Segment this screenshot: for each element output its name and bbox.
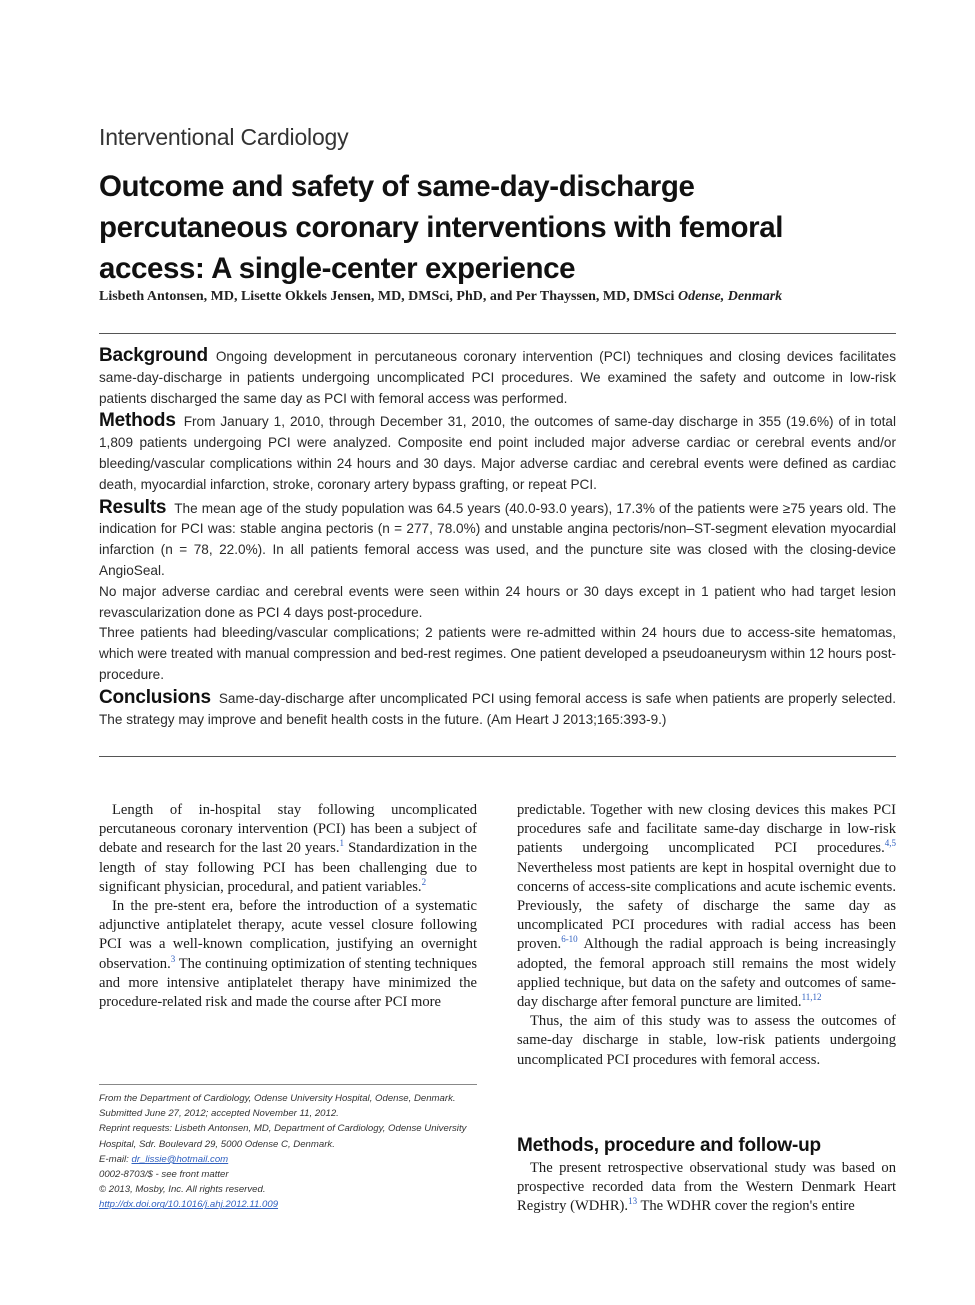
body-column-right	[517, 801, 896, 1070]
body-paragraph: In the pre-stent era, before the introduction of a systematic adjunctive antiplatelet therapy, acute vessel closure following PCI was a well-known complication, justifying an overnight observation.$^3$ The continuing optimization of stenting techniques and more intensive antiplatelet therapy have minimized the procedure-related risk and made the course after PCI more	[99, 898, 477, 1011]
footnote-rule	[99, 1084, 477, 1085]
footnote-copyright: © 2013, Mosby, Inc. All rights reserved.	[99, 1184, 266, 1196]
abstract-results	[99, 498, 896, 582]
footnote-email: E-mail: dr_lissie@hotmail.com	[99, 1153, 229, 1165]
methods-text: From January 1, 2010, through December 31, 2010, the outcomes of same-day discharge in 355 (19.6%) of in total 1,809 patients undergoing PCI were analyzed. Composite end point included major adverse cardiac or cerebral events and/or bleeding/vascular complications within 24 hours and 30 days. Major adverse cardiac and cerebral events were defined as cardiac death, myocardial infarction, stroke, coronary artery bypass grafting, or repeat PCI.	[99, 414, 896, 492]
body-paragraph: Length of in-hospital stay following uncomplicated percutaneous coronary intervention (PCI) has been a subject of debate and research for the last 20 years.$^1$ Standardization in the length of stay following PCI has been challenging due to significant physician, procedural, and patient variables.$^2$	[99, 802, 477, 895]
footnote-reprint: Reprint requests: Lisbeth Antonsen, MD, Department of Cardiology, Odense University	[99, 1123, 467, 1135]
email-link[interactable]: dr_lissie@hotmail.com	[131, 1153, 229, 1165]
citation-ref[interactable]: 3	[170, 953, 176, 964]
citation-ref[interactable]: 13	[628, 1196, 638, 1207]
article-title: Outcome and safety of same-day-discharge percutaneous coronary interventions with femoral access: A single-center experience	[99, 170, 784, 285]
background-heading: Background	[99, 345, 208, 366]
results-text: The mean age of the study population was 64.5 years (40.0-93.0 years), 17.3% of the patients were ≥75 years old. The indication for PCI was: stable angina pectoris (n = 277, 78.0%) and unstable angina pectoris/non–ST-segment elevation myocardial infarction (n = 78, 22.0%). In all patients femoral access was used, and the puncture site was closed with the closing-device AngioSeal.	[99, 500, 896, 578]
methods-heading: Methods	[99, 410, 176, 432]
abstract-top-rule	[99, 333, 896, 334]
footnote-doi	[99, 1197, 477, 1212]
abstract-methods	[99, 411, 896, 495]
footnotes	[99, 1091, 477, 1213]
abstract-bottom-rule	[99, 756, 896, 757]
section-label: Interventional Cardiology	[99, 124, 349, 150]
footnote-affiliation: From the Department of Cardiology, Odense University Hospital, Odense, Denmark.	[99, 1093, 456, 1104]
citation-ref[interactable]: 1	[339, 838, 344, 849]
abstract-background	[99, 346, 896, 409]
citation-ref[interactable]: 6-10	[561, 934, 578, 945]
results-heading: Results	[99, 496, 167, 518]
methods-section-heading: Methods, procedure and follow-up	[517, 1135, 821, 1156]
footnote-issn: 0002-8703/$ - see front matter	[99, 1169, 229, 1181]
body-column-right-methods	[517, 1159, 896, 1217]
author-line	[99, 289, 899, 305]
conclusions-text: Same-day-discharge after uncomplicated PCI using femoral access is safe when patients are properly selected. The strategy may improve and benefit health costs in the future. (Am Heart J 2013;165:393-9.)	[99, 690, 896, 727]
abstract-results-2: No major adverse cardiac and cerebral events were seen within 24 hours or 30 days except in 1 patient who had target lesion revascularization done as PCI 4 days post-procedure.	[99, 583, 896, 620]
body-paragraph: The present retrospective observational study was based on prospective recorded data from the Western Denmark Heart Registry (WDHR).$^{13}$ The WDHR cover the region's entire	[517, 1160, 896, 1215]
abstract-results-3: Three patients had bleeding/vascular complications; 2 patients were re-admitted within 24 hours due to access-site hematomas, which were treated with manual compression and bed-rest regimes. One patient developed a pseudoaneurysm within 12 hours post-procedure.	[99, 625, 896, 682]
body-paragraph: predictable. Together with new closing devices this makes PCI procedures safe and facilitate same-day discharge in low-risk patients undergoing uncomplicated PCI procedures.$^{4,5}$ Nevertheless most patients are kept in hospital overnight due to concerns of access-site complications and acute ischemic events. Previously, the safety of discharge the same day as uncomplicated PCI procedures with radial access has been proven.$^{6-10}$ Although the radial approach is being increasingly adopted, the femoral approach still remains the most widely applied technique, but data on the safety and outcomes of same-day discharge after femoral puncture are limited.$^{11,12}$	[517, 802, 896, 1011]
abstract	[99, 346, 896, 730]
abstract-conclusions	[99, 688, 896, 731]
body-column-left	[99, 801, 477, 1012]
background-text: Ongoing development in percutaneous coronary intervention (PCI) techniques and closing devices facilitates same-day-discharge in patients undergoing uncomplicated PCI procedures. We examined the safety and outcome in low-risk patients discharged the same day as PCI with femoral access was performed.	[99, 349, 896, 406]
footnote-submitted: Submitted June 27, 2012; accepted November 11, 2012.	[99, 1108, 339, 1120]
author-location: Odense, Denmark	[677, 289, 783, 304]
body-paragraph: Thus, the aim of this study was to assess the outcomes of same-day discharge in stable, low-risk patients undergoing uncomplicated PCI procedures with femoral access.	[517, 1013, 896, 1068]
authors: Lisbeth Antonsen, MD, Lisette Okkels Jensen, MD, DMSci, PhD, and Per Thayssen, MD, DMSci	[99, 289, 675, 304]
citation-ref[interactable]: 4,5	[884, 838, 896, 849]
citation-ref[interactable]: 11,12	[801, 992, 822, 1003]
conclusions-heading: Conclusions	[99, 686, 211, 708]
doi-link[interactable]: http://dx.doi.org/10.1016/j.ahj.2012.11.009	[99, 1199, 279, 1211]
footnote-address: Hospital, Sdr. Boulevard 29, 5000 Odense C, Denmark.	[99, 1138, 335, 1150]
citation-ref[interactable]: 2	[421, 876, 427, 887]
